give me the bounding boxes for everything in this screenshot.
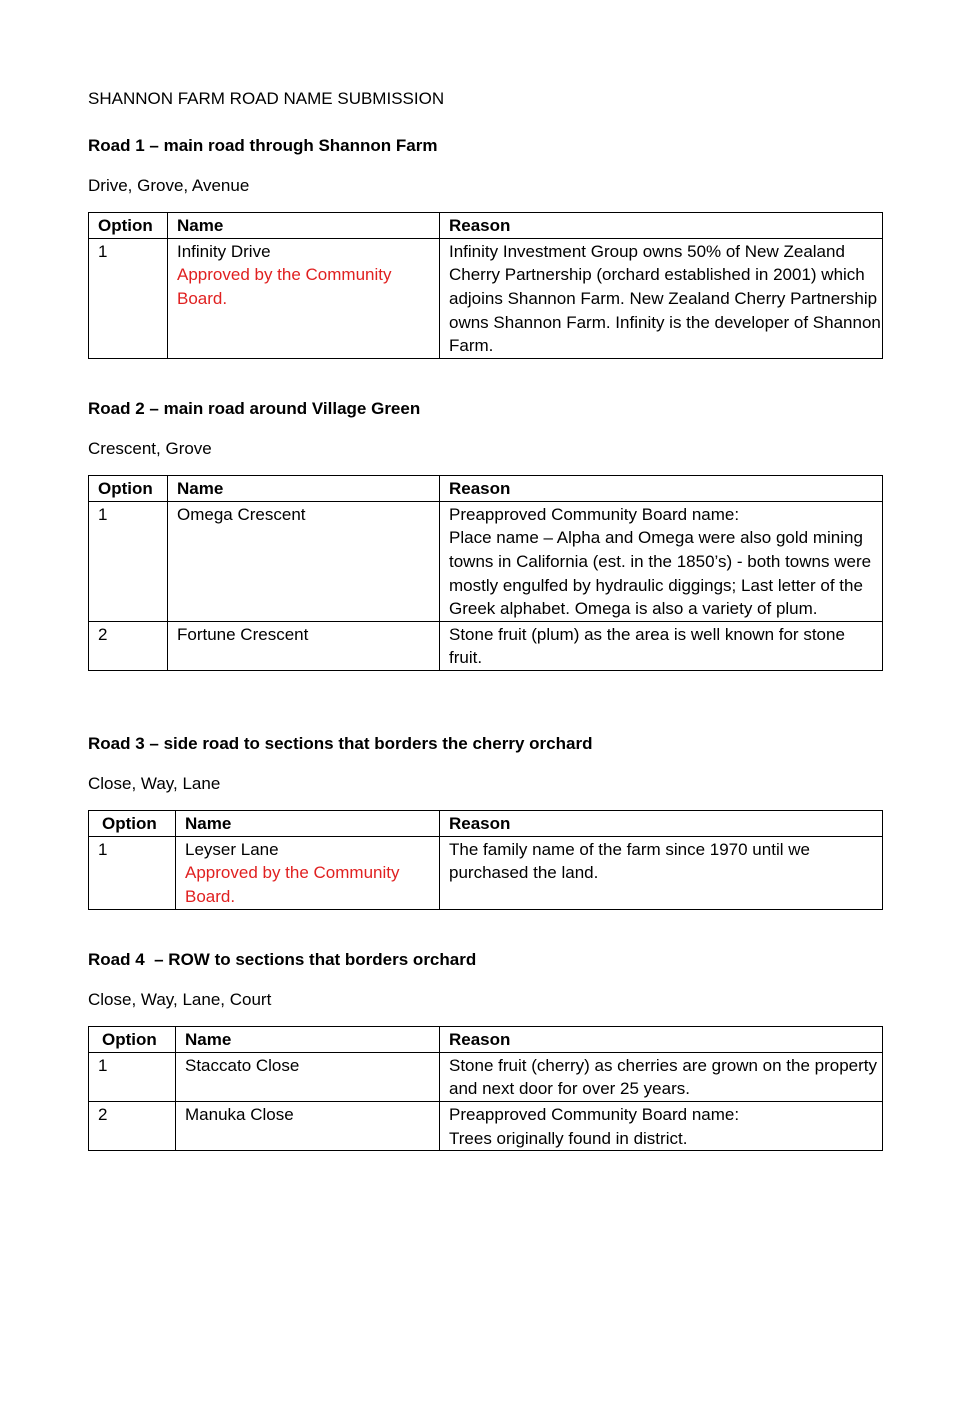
reason-cell: Infinity Investment Group owns 50% of New Zealand Cherry Partnership (orchard established in 2001) which adjoins Shannon Farm. New Zealand Cherry Partnership owns Shannon Farm. Infinity is the developer of Shannon Farm. — [440, 238, 883, 358]
road-1-heading: Road 1 – main road through Shannon Farm — [88, 136, 438, 155]
column-header-option: Option — [89, 811, 176, 837]
road-3-table — [88, 810, 883, 909]
reason-cell — [440, 501, 883, 621]
reason-cell: The family name of the farm since 1970 until we purchased the land. — [440, 836, 883, 909]
road-4-table — [88, 1026, 883, 1151]
road-2-heading: Road 2 – main road around Village Green — [88, 399, 421, 418]
road-4-section — [88, 948, 882, 1151]
road-name-cell — [176, 836, 440, 909]
column-header-name: Name — [168, 213, 440, 239]
approval-note: Approved by the Community Board. — [185, 863, 400, 906]
option-number: 1 — [89, 836, 176, 909]
column-header-reason: Reason — [440, 1027, 883, 1053]
option-number: 2 — [89, 1101, 176, 1150]
reason-intro: Preapproved Community Board name: — [449, 1104, 740, 1124]
table-row — [89, 621, 883, 670]
road-3-section — [88, 732, 882, 910]
reason-intro: Preapproved Community Board name: — [449, 504, 740, 524]
road-1-section — [88, 134, 882, 359]
road-3-suffixes: Close, Way, Lane — [88, 773, 221, 793]
option-number: 2 — [89, 621, 168, 670]
road-name: Staccato Close — [176, 1052, 440, 1101]
road-name: Omega Crescent — [168, 501, 440, 621]
option-number: 1 — [89, 1052, 176, 1101]
table-row — [89, 238, 883, 358]
road-3-heading: Road 3 – side road to sections that borders the cherry orchard — [88, 734, 593, 753]
road-2-suffixes: Crescent, Grove — [88, 438, 212, 458]
road-name: Fortune Crescent — [168, 621, 440, 670]
reason-cell: Stone fruit (cherry) as cherries are grown on the property and next door for over 25 years. — [440, 1052, 883, 1101]
column-header-name: Name — [176, 1027, 440, 1053]
road-4-heading: Road 4 – ROW to sections that borders orchard — [88, 950, 477, 969]
option-number: 1 — [89, 501, 168, 621]
reason-text: Trees originally found in district. — [449, 1128, 688, 1148]
table-header-row — [89, 213, 883, 239]
reason-text: Place name – Alpha and Omega were also gold mining towns in California (est. in the 1850’s) - both towns were mostly engulfed by hydraulic diggings; Last letter of the Greek alphabet. Omega is also a variety of plum. — [449, 528, 872, 619]
table-header-row — [89, 1027, 883, 1053]
column-header-reason: Reason — [440, 811, 883, 837]
table-header-row — [89, 476, 883, 502]
option-number: 1 — [89, 238, 168, 358]
road-name-cell — [168, 238, 440, 358]
table-row — [89, 1101, 883, 1150]
road-name: Leyser Lane — [185, 839, 279, 859]
column-header-name: Name — [168, 476, 440, 502]
reason-cell — [440, 1101, 883, 1150]
road-1-suffixes: Drive, Grove, Avenue — [88, 175, 250, 195]
road-2-table — [88, 475, 883, 671]
column-header-name: Name — [176, 811, 440, 837]
table-row — [89, 1052, 883, 1101]
table-row — [89, 501, 883, 621]
approval-note: Approved by the Community Board. — [177, 265, 392, 308]
road-name: Infinity Drive — [177, 241, 271, 261]
road-1-table — [88, 212, 883, 359]
column-header-option: Option — [89, 476, 168, 502]
table-header-row — [89, 811, 883, 837]
column-header-reason: Reason — [440, 213, 883, 239]
table-row — [89, 836, 883, 909]
reason-cell: Stone fruit (plum) as the area is well known for stone fruit. — [440, 621, 883, 670]
road-4-suffixes: Close, Way, Lane, Court — [88, 989, 272, 1009]
road-2-section — [88, 397, 882, 671]
column-header-option: Option — [89, 1027, 176, 1053]
page-title: SHANNON FARM ROAD NAME SUBMISSION — [88, 89, 445, 108]
column-header-reason: Reason — [440, 476, 883, 502]
column-header-option: Option — [89, 213, 168, 239]
road-name: Manuka Close — [176, 1101, 440, 1150]
